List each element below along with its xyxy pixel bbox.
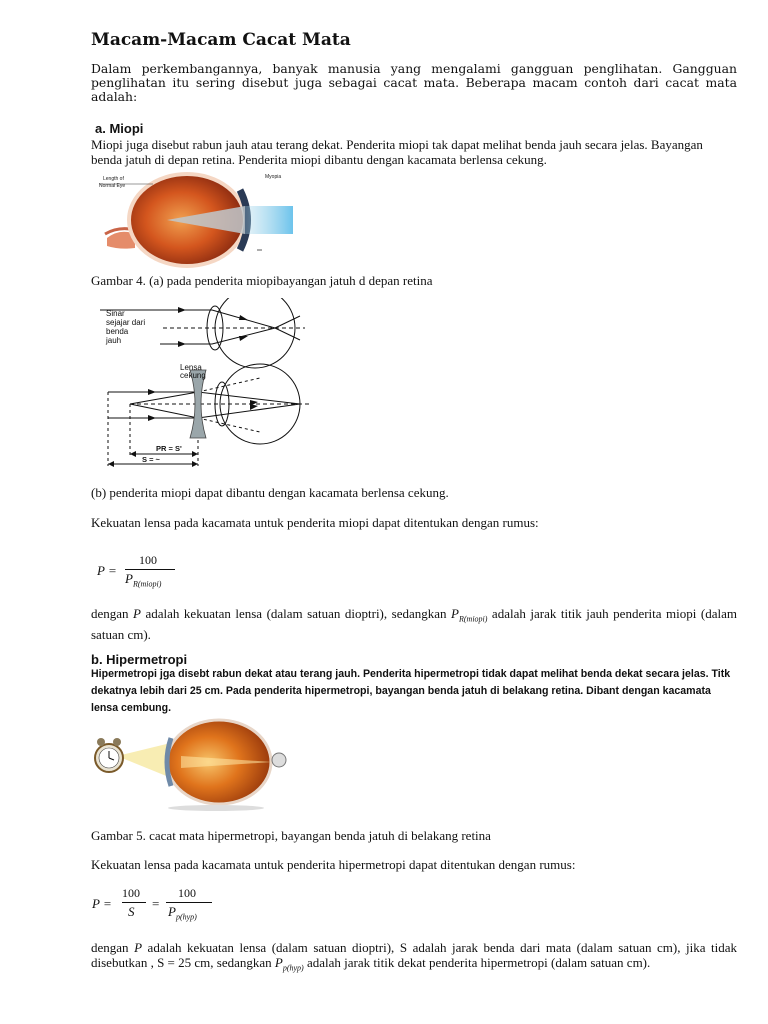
eye-label-myopia: Myopia <box>265 174 282 180</box>
miopi-formula-explanation: dengan P adalah kekuatan lensa (dalam satuan dioptri), sedangkan $P_{R(miopi)}$ adalah jarak titik jauh penderita miopi (dalam satuan cm). <box>91 606 737 642</box>
eye-label-length: Length of <box>103 176 124 182</box>
label-s: S = ~ <box>142 455 160 464</box>
formula-numerator-2: 100 <box>178 886 196 900</box>
hipermetropi-description: Hipermetropi jga disebt rabun dekat atau terang jauh. Penderita hipermetropi tidak dapat melihat benda dekat secara jelas. Titk dekatnya lebih dari 25 cm. Pada penderita hipermetropi, bayangan benda jatuh di belakang retina. Dibant dengan kacamata lensa cembung. <box>91 668 731 714</box>
label-cekung: cekung <box>180 371 206 380</box>
hipermetropi-heading: b. Hipermetropi <box>91 652 188 667</box>
page-title: Macam-Macam Cacat Mata <box>91 30 351 50</box>
miopi-heading: a. Miopi <box>95 121 144 136</box>
miopi-description: Miopi juga disebut rabun jauh atau terang dekat. Penderita miopi tak dapat melihat benda jauh secara jelas. Bayangan benda jatuh di depan retina. Penderita miopi dibantu dengan kacamata berlensa cekung. <box>91 137 703 167</box>
formula-denominator-2: $P_{p(hyp)}$ <box>168 904 197 922</box>
intro-paragraph: Dalam perkembangannya, banyak manusia yang mengalami gangguan penglihatan. Gangguan penglihatan itu sering disebut juga sebagai cacat mata. Beberapa macam contoh dari cacat mata adalah: <box>91 61 737 104</box>
hipermetropi-formula-intro: Kekuatan lensa pada kacamata untuk penderita hipermetropi dapat ditentukan dengan rumus: <box>91 857 576 872</box>
formula-denominator-1: S <box>128 904 135 919</box>
concave-lens-ray-diagram <box>100 362 310 472</box>
formula-numerator-1: 100 <box>122 886 140 900</box>
label-lensa: Lensa <box>180 363 202 372</box>
formula-lhs: P = <box>92 896 112 911</box>
formula-numerator: 100 <box>139 553 157 567</box>
label-sinar: Sinar <box>106 309 125 318</box>
myopia-eye-illustration <box>95 168 295 271</box>
caption-gambar-5: Gambar 5. cacat mata hipermetropi, bayangan benda jatuh di belakang retina <box>91 828 491 843</box>
formula-equals: = <box>152 896 160 911</box>
label-jauh: jauh <box>106 336 122 345</box>
caption-gambar-4a: Gambar 4. (a) pada penderita miopibayangan jatuh d depan retina <box>91 273 433 288</box>
caption-gambar-4b: (b) penderita miopi dapat dibantu dengan kacamata berlensa cekung. <box>91 485 449 500</box>
label-sejajar-dari: sejajar dari <box>106 318 146 327</box>
miopi-formula <box>97 553 217 593</box>
formula-denominator: $P_{R(miopi)}$ <box>125 571 162 589</box>
hypermetropia-eye-illustration <box>91 716 291 812</box>
label-pr: PR = S' <box>156 444 182 453</box>
hipermetropi-formula <box>92 886 242 926</box>
eye-label-normal: Normal Eye <box>99 183 126 189</box>
miopi-formula-intro: Kekuatan lensa pada kacamata untuk penderita miopi dapat ditentukan dengan rumus: <box>91 515 539 530</box>
hipermetropi-formula-explanation: dengan P adalah kekuatan lensa (dalam satuan dioptri), S adalah jarak benda dari mata (dalam satuan cm), jika tidak disebutkan , S = 25 cm, sedangkan $P_{p(hyp)}$ adalah jarak titik dekat penderita hipermetropi (dalam satuan cm). <box>91 940 737 973</box>
myopia-ray-diagram <box>100 298 310 370</box>
formula-lhs: P = <box>97 563 117 578</box>
label-benda: benda <box>106 327 129 336</box>
